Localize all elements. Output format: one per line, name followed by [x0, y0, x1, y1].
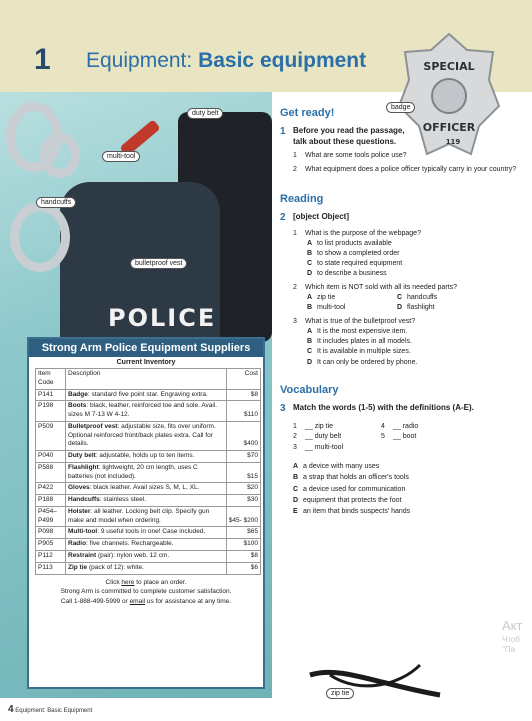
email-link[interactable]: email — [129, 598, 146, 606]
option-letter: D — [397, 304, 403, 312]
page-footer — [8, 704, 92, 715]
item-cost: $20 — [226, 483, 260, 495]
table-row — [36, 483, 261, 495]
col-cost: Cost — [226, 369, 260, 390]
item-description — [66, 401, 227, 422]
table-row — [36, 421, 261, 450]
table-row — [36, 506, 261, 527]
definition-text: a device used for communication — [303, 485, 406, 493]
word-number: 2 — [293, 433, 297, 441]
list-item — [293, 165, 520, 175]
answer-option — [307, 347, 520, 357]
item-name: Badge — [68, 390, 88, 398]
definition-letter: E — [293, 508, 298, 516]
question-text: Match the words (1-5) with the definitions (A-E). — [293, 402, 474, 412]
question-1 — [280, 125, 405, 147]
item-code: P141 — [36, 389, 66, 401]
item-code: P188 — [36, 495, 66, 507]
option-text: It can only be ordered by phone. — [317, 358, 418, 366]
item-cost: $30 — [226, 495, 260, 507]
answer-option — [307, 327, 520, 337]
item-text: What is the purpose of the webpage? — [305, 229, 421, 237]
answer-option — [307, 259, 520, 269]
item-details: : five channels. Rechargeable. — [86, 540, 174, 548]
definition-text: an item that binds suspects' hands — [303, 508, 411, 516]
item-cost: $110 — [226, 401, 260, 422]
option-letter: C — [307, 348, 313, 356]
watermark-line: Акт — [502, 618, 523, 633]
footer-commitment: Strong Arm is committed to complete customer satisfaction. — [60, 588, 232, 596]
option-letter: D — [307, 358, 313, 366]
option-letter: C — [397, 294, 403, 302]
item-cost: $400 — [226, 421, 260, 450]
label-bulletproof-vest: bulletproof vest — [130, 258, 187, 269]
list-item — [293, 229, 520, 239]
item-name: Boots — [68, 402, 87, 410]
item-cost: $45- $200 — [226, 506, 260, 527]
item-code: P040 — [36, 451, 66, 463]
item-cost: $8 — [226, 551, 260, 563]
item-description — [66, 483, 227, 495]
item-cost: $100 — [226, 539, 260, 551]
question-2 — [280, 211, 520, 225]
question-text: Before you read the passage, talk about these questions. — [293, 126, 405, 147]
zip-tie-icon — [300, 655, 450, 705]
order-here-link[interactable]: here — [121, 578, 135, 586]
col-description: Description — [66, 369, 227, 390]
item-code: P509 — [36, 421, 66, 450]
item-number: 1 — [293, 229, 297, 237]
item-description — [66, 539, 227, 551]
word-number: 3 — [293, 443, 297, 451]
definition-item — [293, 484, 520, 495]
table-row — [36, 551, 261, 563]
option-text: It is the most expensive item. — [317, 328, 408, 336]
option-letter: D — [307, 270, 313, 278]
item-description — [66, 451, 227, 463]
inventory-subtitle: Current Inventory — [116, 359, 176, 366]
item-name: Radio — [68, 540, 87, 548]
item-description — [66, 562, 227, 574]
item-details: : 9 useful tools in one! Case included. — [97, 528, 206, 536]
get-ready-heading: Get ready! — [280, 107, 335, 119]
definition-letter: C — [293, 485, 299, 493]
item-details: : lightweight, 20 cm length, uses C batteries (not included). — [68, 463, 198, 480]
item-cost: $6 — [226, 562, 260, 574]
option-text: to state required equipment — [317, 260, 403, 268]
table-row — [36, 462, 261, 483]
item-name: Handcuffs — [68, 496, 100, 504]
handcuff-ring-icon — [40, 132, 80, 178]
title-main: Basic equipment — [198, 49, 367, 72]
definition-letter: A — [293, 463, 299, 471]
item-text: What are some tools police use? — [305, 152, 407, 160]
item-description — [66, 506, 227, 527]
definition-text: a device with many uses — [303, 463, 380, 471]
activation-watermark — [502, 618, 522, 656]
inventory-panel — [27, 337, 265, 689]
item-description — [66, 527, 227, 539]
option-letter: B — [307, 338, 313, 346]
label-badge: badge — [386, 102, 415, 113]
question-text: [object Object] — [293, 211, 350, 221]
inventory-title: Strong Arm Police Equipment Suppliers — [29, 339, 263, 357]
definition-item — [293, 461, 520, 472]
badge-number: 119 — [445, 138, 461, 146]
table-row — [36, 562, 261, 574]
answer-option-row — [307, 293, 520, 303]
item-name: Gloves — [68, 484, 90, 492]
option-letter: B — [307, 249, 313, 257]
item-details: (pair): nylon web. 12 cm. — [96, 552, 170, 560]
answer-option-row — [307, 303, 520, 313]
answer-option — [307, 249, 520, 259]
col-item-code: Item Code — [36, 369, 66, 390]
item-details: : standard five point star. Engraving extra. — [87, 390, 208, 398]
word-number: 1 — [293, 422, 297, 430]
label-zip-tie: zip tie — [326, 688, 354, 699]
answer-option — [307, 239, 520, 249]
item-number: 2 — [293, 284, 297, 292]
footer-title: Equipment: Basic Equipment — [15, 708, 93, 714]
option-letter: A — [307, 239, 313, 247]
item-number: 1 — [293, 152, 297, 160]
footer-text: Click — [105, 578, 122, 586]
match-row — [293, 432, 520, 443]
unit-number: 1 — [34, 43, 51, 76]
item-name: Multi-tool — [68, 528, 98, 536]
item-code: P098 — [36, 527, 66, 539]
item-code: P905 — [36, 539, 66, 551]
table-row — [36, 389, 261, 401]
item-name: Flashlight — [68, 463, 99, 471]
page-number: 4 — [8, 704, 14, 715]
list-item — [293, 151, 520, 161]
item-code: P588 — [36, 462, 66, 483]
definition-item — [293, 506, 520, 517]
item-code: P198 — [36, 401, 66, 422]
option-text: multi-tool — [317, 304, 346, 312]
word-number: 5 — [381, 433, 385, 441]
option-text: handcuffs — [407, 294, 438, 302]
item-details: (pack of 12): white. — [87, 563, 144, 571]
watermark-line: "Па — [502, 645, 516, 655]
answer-option — [307, 337, 520, 347]
item-description — [66, 421, 227, 450]
answer-option — [307, 269, 520, 279]
reading-heading: Reading — [280, 192, 324, 205]
footer-text: us for assistance at any time. — [145, 598, 232, 606]
question-number: 2 — [280, 211, 286, 223]
word-text: __ multi-tool — [305, 443, 344, 451]
item-text: What equipment does a police officer typically carry in your country? — [305, 166, 517, 174]
table-row — [36, 495, 261, 507]
item-cost: $65 — [226, 527, 260, 539]
definition-text: equipment that protects the foot — [303, 496, 402, 504]
word-text: __ radio — [393, 422, 419, 430]
item-text: Which item is NOT sold with all its needed parts? — [305, 284, 457, 292]
item-text: What is true of the bulletproof vest? — [305, 318, 416, 326]
item-details: : stainless steel. — [99, 496, 147, 504]
option-letter: C — [307, 260, 313, 268]
definition-letter: B — [293, 474, 299, 482]
label-handcuffs: handcuffs — [36, 197, 76, 208]
item-name: Zip tie — [68, 563, 88, 571]
option-letter: B — [307, 304, 313, 312]
option-text: zip tie — [317, 294, 336, 302]
match-row — [293, 422, 520, 433]
option-letter: A — [307, 328, 313, 336]
table-row — [36, 451, 261, 463]
option-text: to show a completed order — [317, 249, 400, 257]
item-details: : adjustable, holds up to ten items. — [95, 452, 195, 460]
item-number: 2 — [293, 166, 297, 174]
footer-text: Call 1-888-499-5999 or — [60, 598, 130, 606]
question-3 — [280, 402, 520, 416]
item-name: Holster — [68, 507, 91, 515]
item-code: P454– P499 — [36, 506, 66, 527]
item-cost: $15 — [226, 462, 260, 483]
definition-item — [293, 472, 520, 483]
label-duty-belt: duty belt — [187, 108, 223, 119]
list-item — [293, 317, 520, 327]
word-number: 4 — [381, 422, 385, 430]
definition-letter: D — [293, 496, 299, 504]
definition-item — [293, 495, 520, 506]
option-text: to describe a business — [317, 270, 387, 278]
definition-text: a strap that holds an officer's tools — [303, 474, 409, 482]
table-row — [36, 401, 261, 422]
label-multi-tool: multi-tool — [102, 151, 140, 162]
list-item — [293, 283, 520, 293]
question-number: 1 — [280, 126, 286, 137]
option-text: flashlight — [407, 304, 435, 312]
item-code: P112 — [36, 551, 66, 563]
option-text: It is available in multiple sizes. — [317, 348, 411, 356]
option-text: to list products available — [317, 239, 392, 247]
table-row — [36, 539, 261, 551]
item-details: : all leather. Locking belt clip. Specify gun make and model when ordering. — [68, 507, 210, 524]
badge-top-text: SPECIAL — [423, 60, 475, 73]
word-text: __ duty belt — [305, 433, 342, 441]
title-prefix: Equipment: — [86, 49, 193, 72]
badge-bottom-text: OFFICER — [422, 121, 476, 134]
answer-option — [307, 358, 520, 368]
match-row — [293, 443, 520, 454]
footer-text: to place an order. — [134, 578, 187, 586]
item-details: : adjustable size, fits over uniform. Optional reinforced front/back plates extra. Call for details. — [68, 422, 216, 448]
vocabulary-heading: Vocabulary — [280, 383, 339, 396]
item-name: Restraint — [68, 552, 97, 560]
item-code: P113 — [36, 562, 66, 574]
item-cost: $8 — [226, 389, 260, 401]
item-name: Bulletproof vest — [68, 422, 118, 430]
vest-print: POLICE — [108, 304, 217, 332]
item-code: P422 — [36, 483, 66, 495]
item-cost: $70 — [226, 451, 260, 463]
item-description — [66, 389, 227, 401]
inventory-table — [35, 368, 261, 575]
item-details: : black, leather, reinforced toe and sole. Avail. sizes M 7-13 W 4-12. — [68, 402, 218, 419]
handcuff-ring-icon — [10, 202, 70, 272]
option-letter: A — [307, 294, 313, 302]
inventory-footer — [29, 578, 263, 607]
word-text: __ boot — [393, 433, 417, 441]
item-description — [66, 551, 227, 563]
item-description — [66, 495, 227, 507]
table-row — [36, 527, 261, 539]
item-details: : black leather. Avail sizes S, M, L, XL. — [89, 484, 200, 492]
item-name: Duty belt — [68, 452, 96, 460]
item-number: 3 — [293, 318, 297, 326]
question-number: 3 — [280, 402, 286, 414]
unit-title — [86, 49, 366, 73]
option-text: It includes plates in all models. — [317, 338, 412, 346]
word-text: __ zip tie — [305, 422, 334, 430]
watermark-line: Чтоб — [502, 634, 520, 644]
item-description — [66, 462, 227, 483]
exercises-column — [280, 107, 520, 517]
